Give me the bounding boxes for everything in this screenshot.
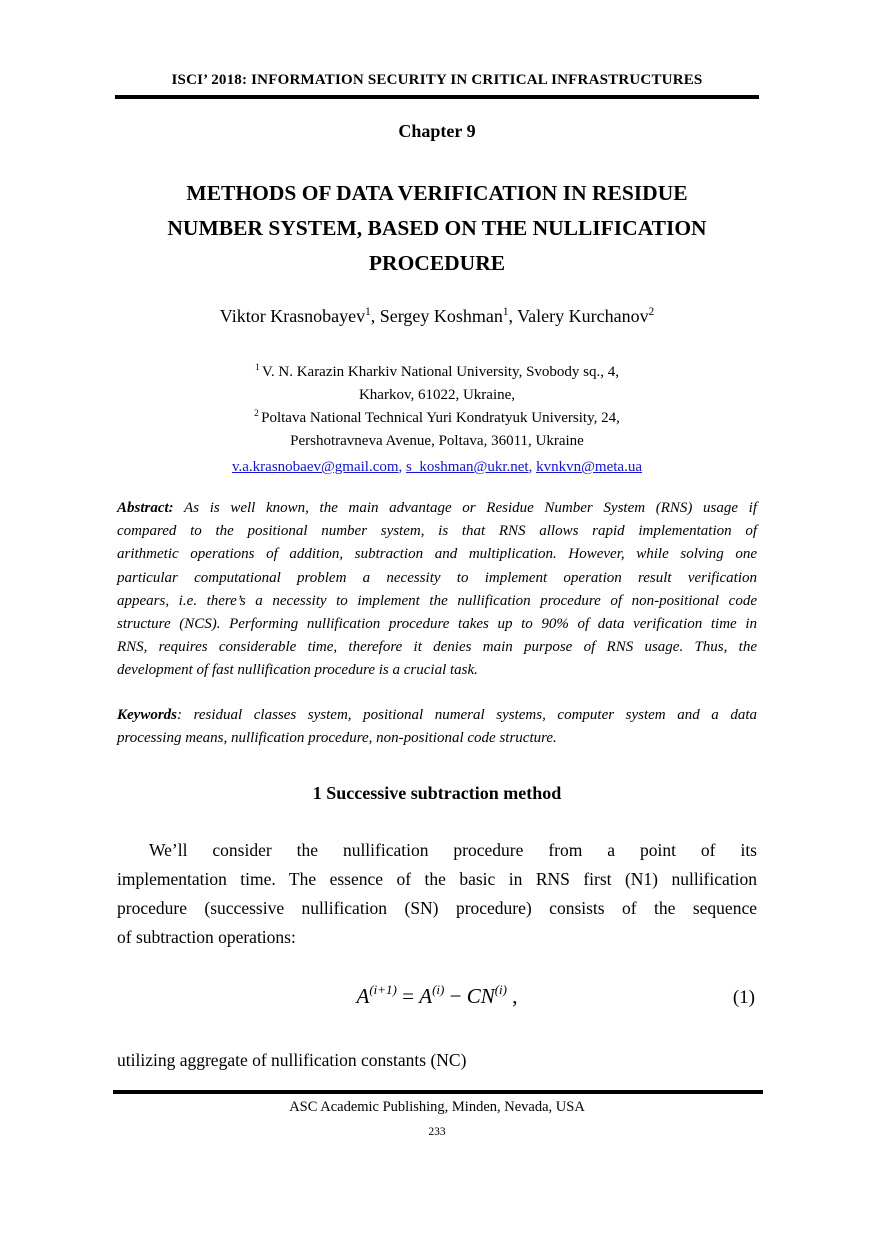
page-number: 233	[428, 1126, 446, 1138]
abstract-line: particular computational problem a necessity to implement operation result verification	[117, 569, 757, 586]
keywords-line	[117, 704, 757, 727]
affiliation-text: Poltava National Technical Yuri Kondratyuk University, 24,	[261, 410, 620, 426]
equation-operator: =	[396, 984, 420, 1008]
abstract-line	[117, 497, 757, 520]
author-affiliation-mark: 1	[365, 306, 371, 318]
authors-line	[117, 306, 757, 327]
author-separator: ,	[370, 306, 380, 326]
author-name: Sergey Koshman	[379, 306, 503, 326]
footer-publisher: ASC Academic Publishing, Minden, Nevada, USA	[289, 1099, 585, 1115]
title-line: METHODS OF DATA VERIFICATION IN RESIDUE	[186, 181, 688, 205]
affiliation-line	[117, 430, 757, 453]
section-heading: 1 Successive subtraction method	[312, 783, 562, 803]
paragraph-line: We’ll consider the nullification procedure from a point of its	[149, 840, 757, 860]
author-separator: ,	[508, 306, 518, 326]
equation-superscript: (i)	[494, 982, 507, 997]
equation-1	[117, 984, 757, 1009]
keywords-label: Keywords	[117, 707, 177, 723]
affiliation-text: Kharkov, 61022, Ukraine,	[358, 387, 516, 403]
equation-term: A	[356, 984, 370, 1008]
affiliation-line	[117, 407, 757, 430]
equation-superscript: (i+1)	[369, 982, 397, 997]
author-affiliation-mark: 1	[502, 306, 509, 318]
running-header: ISCI’ 2018: INFORMATION SECURITY IN CRITICAL INFRASTRUCTURES	[171, 72, 703, 88]
keywords-text: : residual classes system, positional numeral systems, computer system and a data	[177, 707, 757, 723]
abstract-line: development of fast nullification procedure is a crucial task.	[117, 662, 478, 679]
author-name: Valery Kurchanov	[517, 306, 649, 326]
header-rule	[115, 95, 759, 99]
paragraph-line: of subtraction operations:	[117, 927, 296, 947]
author-name: Viktor Krasnobayev	[219, 306, 366, 326]
equation-superscript: (i)	[432, 982, 445, 997]
email-separator: ,	[528, 459, 537, 475]
affiliation-text: Pershotravneva Avenue, Poltava, 36011, Ukraine	[290, 433, 584, 449]
abstract-text: As is well known, the main advantage or Residue Number System (RNS) usage if	[173, 500, 757, 516]
title-line: NUMBER SYSTEM, BASED ON THE NULLIFICATION	[167, 216, 707, 240]
abstract	[117, 497, 757, 683]
paragraph-line: implementation time. The essence of the basic in RNS first (N1) nullification	[117, 869, 757, 889]
affiliation-mark: 2	[254, 409, 262, 419]
footer-rule	[113, 1090, 763, 1094]
abstract-label: Abstract:	[117, 500, 174, 516]
email-link[interactable]: v.a.krasnobaev@gmail.com	[232, 459, 399, 475]
equation-term: CN	[466, 984, 495, 1008]
paragraph-line: procedure (successive nullification (SN) procedure) consists of the sequence	[117, 898, 757, 918]
chapter-title	[117, 176, 757, 281]
affiliations-block	[117, 361, 757, 479]
author-affiliation-mark: 2	[648, 306, 655, 318]
title-line: PROCEDURE	[368, 251, 506, 275]
abstract-line: structure (NCS). Performing nullification procedure takes up to 90% of data verification time in	[117, 616, 757, 633]
equation-term: A	[419, 984, 433, 1008]
chapter-label: Chapter 9	[398, 121, 476, 141]
email-separator: ,	[398, 459, 407, 475]
paragraph-1	[117, 836, 757, 952]
equation-operator: −	[444, 984, 467, 1008]
abstract-line: appears, i.e. there’s a necessity to implement the nullification procedure of non-positional code	[117, 592, 757, 609]
affiliation-mark: 1	[254, 363, 262, 373]
affiliation-line	[117, 361, 757, 384]
equation-punctuation: ,	[506, 984, 518, 1008]
email-link[interactable]: kvnkvn@meta.ua	[536, 459, 642, 475]
email-link[interactable]: s_koshman@ukr.net	[406, 459, 529, 475]
affiliation-line	[117, 384, 757, 407]
abstract-line: RNS, requires considerable time, therefore it denies main purpose of RNS usage. Thus, the	[117, 639, 757, 656]
paragraph-2: utilizing aggregate of nullification constants (NC)	[117, 1050, 467, 1070]
keywords	[117, 704, 757, 750]
equation-number: (1)	[732, 987, 755, 1008]
affiliation-text: V. N. Karazin Kharkiv National University, Svobody sq., 4,	[261, 364, 620, 380]
email-line	[117, 456, 757, 479]
equation-body	[357, 984, 518, 1008]
abstract-line: arithmetic operations of addition, subtraction and multiplication. However, while solving one	[117, 546, 757, 563]
keywords-line: processing means, nullification procedure, non-positional code structure.	[117, 730, 557, 747]
abstract-line: compared to the positional number system, is that RNS allows rapid implementation of	[117, 523, 757, 540]
